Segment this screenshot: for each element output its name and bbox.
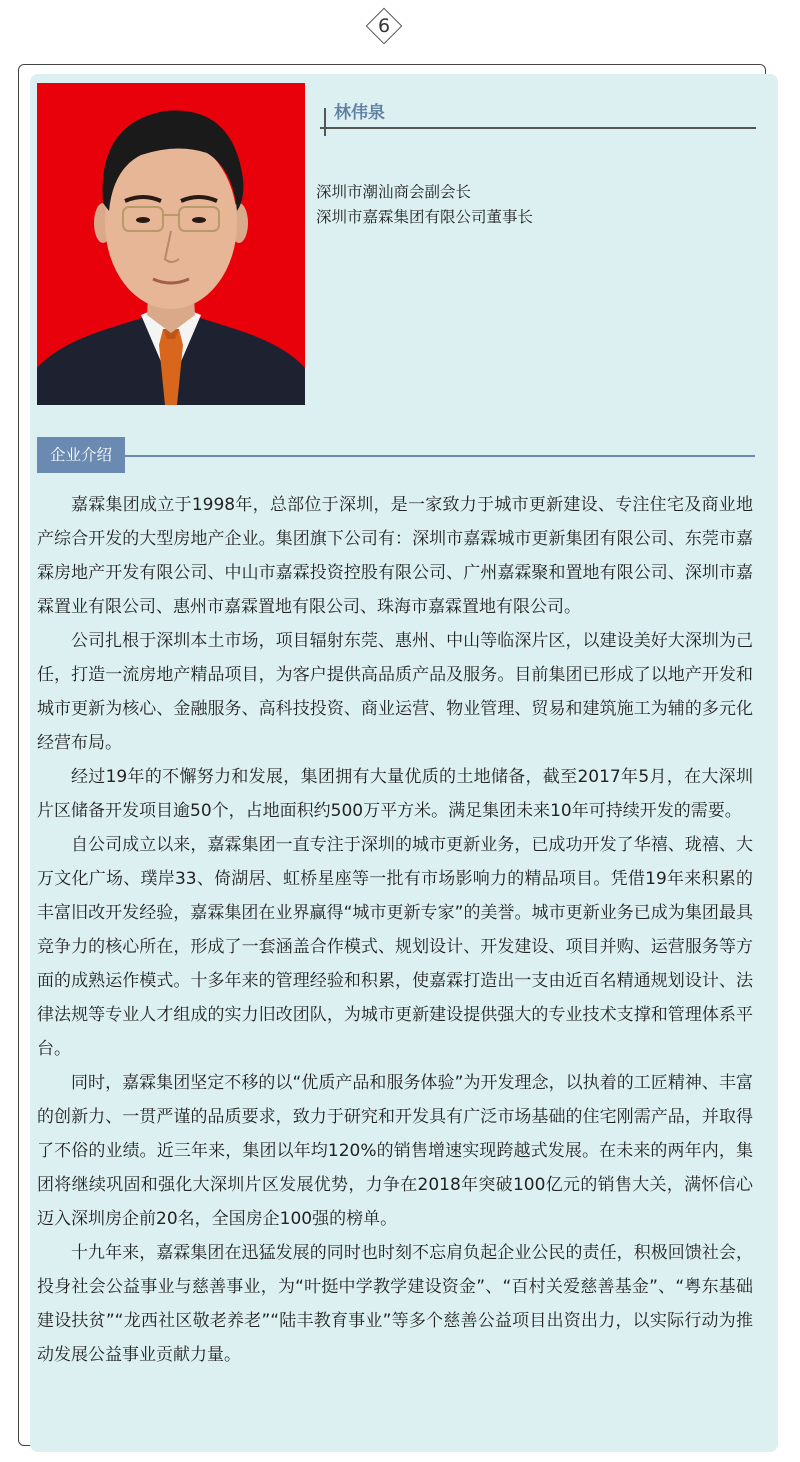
portrait-photo (37, 83, 305, 405)
intro-paragraph-4: 自公司成立以来，嘉霖集团一直专注于深圳的城市更新业务，已成功开发了华禧、珑禧、大万文化广场、璞岸33、倚湖居、虹桥星座等一批有市场影响力的精品项目。凭借19年来积累的丰富旧改开发经验，嘉霖集团在业界赢得“城市更新专家”的美誉。城市更新业务已成为集团最具竞争力的核心所在，形成了一套涵盖合作模式、规划设计、开发建设、项目并购、运营服务等方面的成熟运作模式。十多年来的管理经验和积累，使嘉霖打造出一支由近百名精通规划设计、法律法规等专业人才组成的实力旧改团队，为城市更新建设提供强大的专业技术支撑和管理体系平台。 (37, 835, 753, 1059)
section-rule (125, 455, 755, 457)
person-title-2: 深圳市嘉霖集团有限公司董事长 (316, 208, 534, 226)
intro-paragraph-3: 经过19年的不懈努力和发展，集团拥有大量优质的土地储备，截至2017年5月，在大深圳片区储备开发项目逾50个，占地面积约500万平方米。满足集团未来10年可持续开发的需要。 (37, 767, 753, 821)
name-horizontal-rule (320, 127, 756, 129)
person-name: 林伟泉 (334, 103, 385, 123)
page-number: 6 (377, 15, 391, 37)
name-header (316, 98, 756, 138)
page-number-badge (366, 8, 402, 44)
intro-paragraph-1: 嘉霖集团成立于1998年，总部位于深圳，是一家致力于城市更新建设、专注住宅及商业地产综合开发的大型房地产企业。集团旗下公司有：深圳市嘉霖城市更新集团有限公司、东莞市嘉霖房地产开发有限公司、中山市嘉霖投资控股有限公司、广州嘉霖聚和置地有限公司、深圳市嘉霖置业有限公司、惠州市嘉霖置地有限公司、珠海市嘉霖置地有限公司。 (37, 495, 753, 617)
intro-paragraph-2: 公司扎根于深圳本土市场，项目辐射东莞、惠州、中山等临深片区，以建设美好大深圳为己任，打造一流房地产精品项目，为客户提供高品质产品及服务。目前集团已形成了以地产开发和城市更新为核心、金融服务、高科技投资、商业运营、物业管理、贸易和建筑施工为辅的多元化经营布局。 (37, 631, 753, 753)
portrait-illustration (37, 83, 305, 405)
section-heading: 企业介绍 (37, 437, 125, 473)
intro-paragraph-5: 同时，嘉霖集团坚定不移的以“优质产品和服务体验”为开发理念，以执着的工匠精神、丰富的创新力、一贯严谨的品质要求，致力于研究和开发具有广泛市场基础的住宅刚需产品，并取得了不俗的业绩。近三年来，集团以年均120%的销售增速实现跨越式发展。在未来的两年内，集团将继续巩固和强化大深圳片区发展优势，力争在2018年突破100亿元的销售大关，满怀信心迈入深圳房企前20名，全国房企100强的榜单。 (37, 1073, 753, 1229)
company-introduction (37, 488, 753, 1372)
name-vertical-rule (324, 108, 326, 136)
person-title-1: 深圳市潮汕商会副会长 (316, 183, 472, 201)
person-titles (316, 180, 533, 230)
intro-paragraph-6: 十九年来，嘉霖集团在迅猛发展的同时也时刻不忘肩负起企业公民的责任，积极回馈社会，投身社会公益事业与慈善事业，为“叶挺中学教学建设资金”、“百村关爱慈善基金”、“粤东基础建设扶贫”“龙西社区敬老养老”“陆丰教育事业”等多个慈善公益项目出资出力，以实际行动为推动发展公益事业贡献力量。 (37, 1243, 753, 1365)
